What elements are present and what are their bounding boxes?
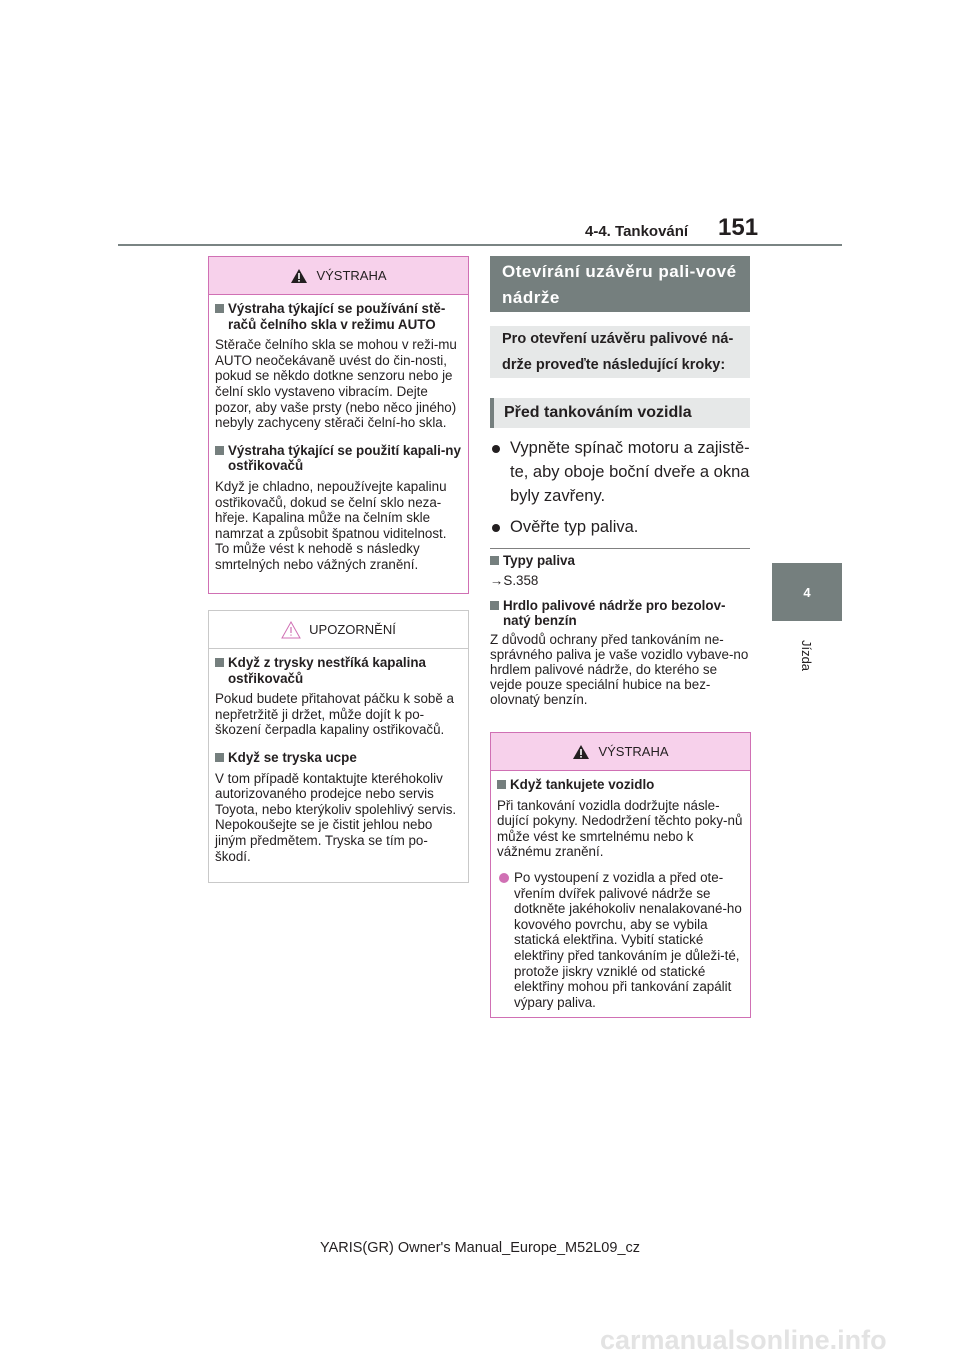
caution-item-text: Pokud budete přitahovat páčku k sobě a nepřetržitě ji držet, může dojít k po-škození čerpadla kapaliny ostřikovačů. [215, 691, 454, 738]
warning-box-wipers [208, 256, 469, 594]
caution-item-title: Když z trysky nestříká kapalina ostřikovačů [215, 655, 462, 686]
warning-title: VÝSTRAHA [316, 268, 387, 283]
watermark-logo [600, 1325, 950, 1355]
pink-dot-icon [499, 873, 509, 883]
chapter-label-text: Jízda [799, 639, 815, 671]
svg-text:carmanualsonline.info: carmanualsonline.info [600, 1325, 887, 1355]
step-list [490, 436, 752, 546]
caution-item-title: Když se tryska ucpe [215, 750, 462, 766]
square-bullet-icon [215, 658, 224, 667]
warning-item-title: Výstraha týkající se použití kapali-ny ostřikovačů [215, 443, 462, 474]
square-bullet-icon [490, 601, 499, 610]
square-bullet-icon [497, 780, 506, 789]
info-text: Z důvodů ochrany před tankováním ne-správného paliva je vaše vozidlo vybave-no hrdlem palivové nádrže, do kterého se vejde pouze speciální hubice na bez-olovnatý benzín. [490, 632, 749, 707]
square-bullet-icon [215, 304, 224, 313]
caution-box-header [209, 611, 468, 649]
info-section [490, 553, 752, 707]
caution-item-text: Nepokoušejte se je čistit jehlou nebo jiným předmětem. Tryska se tím po-škodí. [215, 817, 433, 864]
info-title: Typy paliva [490, 553, 752, 568]
warning-box-header [491, 733, 750, 771]
bullet-dot-icon [492, 445, 500, 453]
warning-item-text: Při tankování vozidla dodržujte násle-dující pokyny. Nedodržení těchto poky-nů může vést ke smrtelnému nebo k vážnému zranění. [497, 797, 743, 860]
caution-box-washer [208, 610, 469, 883]
warning-triangle-icon [290, 268, 308, 284]
info-divider [490, 548, 750, 549]
page-reference: →S.358 [490, 573, 539, 588]
warning-item-text: Stěrače čelního skla se mohou v reži-mu AUTO neočekávaně uvést do čin-nosti, pokud se někdo dotkne senzoru nebo je čelní sklo vystaveno vibracím. Dejte pozor, aby vaše prsty (nebo něco jiného) nebyly zachyceny stěrači čelní-ho skla. [215, 337, 457, 431]
page-number: 151 [718, 214, 759, 241]
caution-item-text: V tom případě kontaktujte kteréhokoliv autorizovaného prodejce nebo servis Toyota, nebo kterýkoliv spolehlivý servis. [215, 770, 457, 817]
square-bullet-icon [215, 446, 224, 455]
warning-item-title: Když tankujete vozidlo [497, 777, 744, 793]
caution-title: UPOZORNĚNÍ [309, 622, 396, 637]
warning-triangle-icon [572, 744, 590, 760]
warning-bullet: Po vystoupení z vozidla a před ote-vřením dvířek palivové nádrže se dotkněte jakéhokoliv nenalakované-ho kovového povrchu, aby se vybila statická elektřina. Vybití statické elektřiny před tankováním je důleži-té, protože jiskry vzniklé od statické elektřiny mohou při tankování zapálit výpary paliva. [497, 870, 744, 1010]
chapter-number: 4 [803, 584, 811, 600]
section-heading: Otevírání uzávěru pali-vové nádrže [490, 256, 750, 312]
list-item: Vypněte spínač motoru a zajistě-te, aby oboje boční dveře a okna byly zavřeny. [490, 436, 752, 508]
warning-box-header [209, 257, 468, 295]
subheading: Před tankováním vozidla [490, 398, 750, 428]
warning-item-text: Když je chladno, nepoužívejte kapalinu ostřikovačů, dokud se čelní sklo neza-hřeje. Kapalina může na čelním skle namrzat a způsobit špatnou viditelnost. To může vést k nehodě s následky smrtelných nebo vážných zranění. [215, 478, 447, 572]
caution-triangle-icon [281, 621, 301, 639]
section-title: 4-4. Tankování [585, 223, 689, 240]
warning-title: VÝSTRAHA [598, 744, 669, 759]
header-divider [118, 244, 842, 246]
square-bullet-icon [490, 556, 499, 565]
list-item: Ověřte typ paliva. [490, 515, 752, 539]
square-bullet-icon [215, 753, 224, 762]
chapter-label [770, 625, 844, 685]
warning-box-fueling [490, 732, 751, 1018]
chapter-tab [772, 563, 842, 621]
info-title: Hrdlo palivové nádrže pro bezolov-natý benzín [490, 598, 752, 628]
bullet-dot-icon [492, 524, 500, 532]
footer-text: YARIS(GR) Owner's Manual_Europe_M52L09_cz [319, 1240, 641, 1256]
warning-item-title: Výstraha týkající se používání stě-račů čelního skla v režimu AUTO [215, 301, 462, 332]
intro-box: Pro otevření uzávěru palivové ná-drže proveďte následující kroky: [490, 326, 750, 378]
